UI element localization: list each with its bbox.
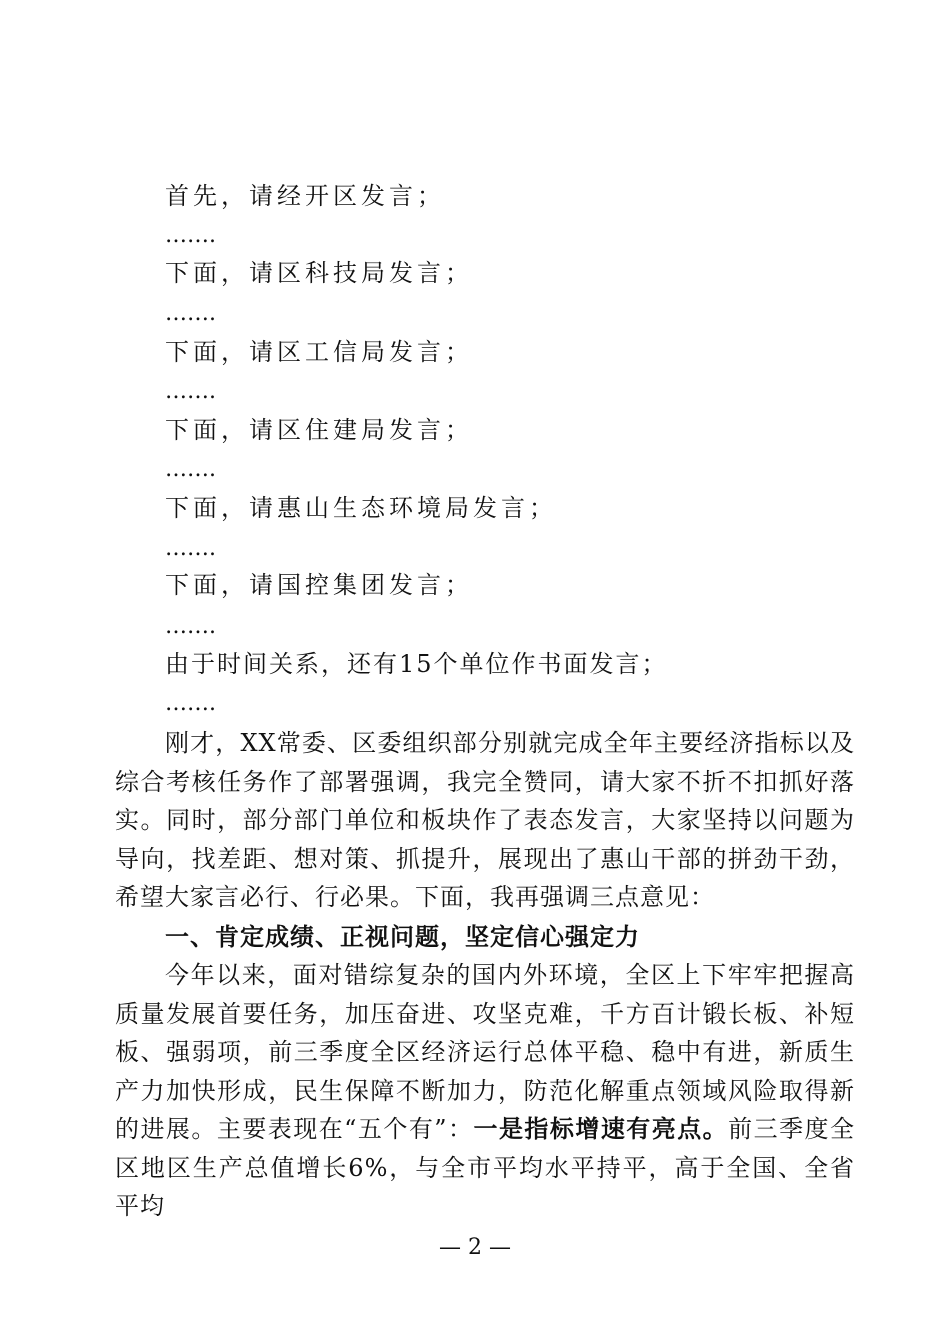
ellipsis: ……. xyxy=(165,301,216,326)
paragraph-text: 今年以来，面对错综复杂的国内外环境，全区上下牢牢把握高质量发展首要任务，加压奋进、攻坚克难，千方百计锻长板、补短板、强弱项，前三季度全区经济运行总体平稳、稳中有进，新质生产力加快形成，民生保障不断加力，防范化解重点领域风险取得新的进展。主要表现在“五个有”： xyxy=(115,961,855,1143)
speaker-line: 由于时间关系，还有15个单位作书面发言； xyxy=(165,650,668,678)
ellipsis: ……. xyxy=(165,691,216,716)
bold-highlight: 一是指标增速有亮点。 xyxy=(473,1115,729,1143)
paragraph-text: 前三季度全区地区生产总值增长6%，与全市平均水平持平，高于全国、全省平均 xyxy=(115,1115,855,1220)
speaker-line: 下面，请区科技局发言； xyxy=(165,259,473,287)
section-heading: 一、肯定成绩、正视问题，坚定信心强定力 xyxy=(165,923,640,951)
speaker-line: 下面，请区工信局发言； xyxy=(165,338,473,366)
speaker-line: 下面，请区住建局发言； xyxy=(165,416,473,444)
ellipsis: ……. xyxy=(165,223,216,248)
ellipsis: ……. xyxy=(165,536,216,561)
body-paragraph: 刚才，XX常委、区委组织部分别就完成全年主要经济指标以及综合考核任务作了部署强调，我完全赞同，请大家不折不扣抓好落实。同时，部分部门单位和板块作了表态发言，大家坚持以问题为导向，找差距、想对策、抓提升，展现出了惠山干部的拼劲干劲，希望大家言必行、行必果。下面，我再强调三点意见： xyxy=(115,729,855,911)
page-number: — 2 — xyxy=(439,1235,511,1260)
speaker-line: 下面，请惠山生态环境局发言； xyxy=(165,494,557,522)
ellipsis: ……. xyxy=(165,379,216,404)
body-paragraph xyxy=(115,956,855,1226)
speaker-line: 下面，请国控集团发言； xyxy=(165,571,473,599)
ellipsis: ……. xyxy=(165,457,216,482)
speaker-line: 首先，请经开区发言； xyxy=(165,182,445,210)
ellipsis: ……. xyxy=(165,614,216,639)
